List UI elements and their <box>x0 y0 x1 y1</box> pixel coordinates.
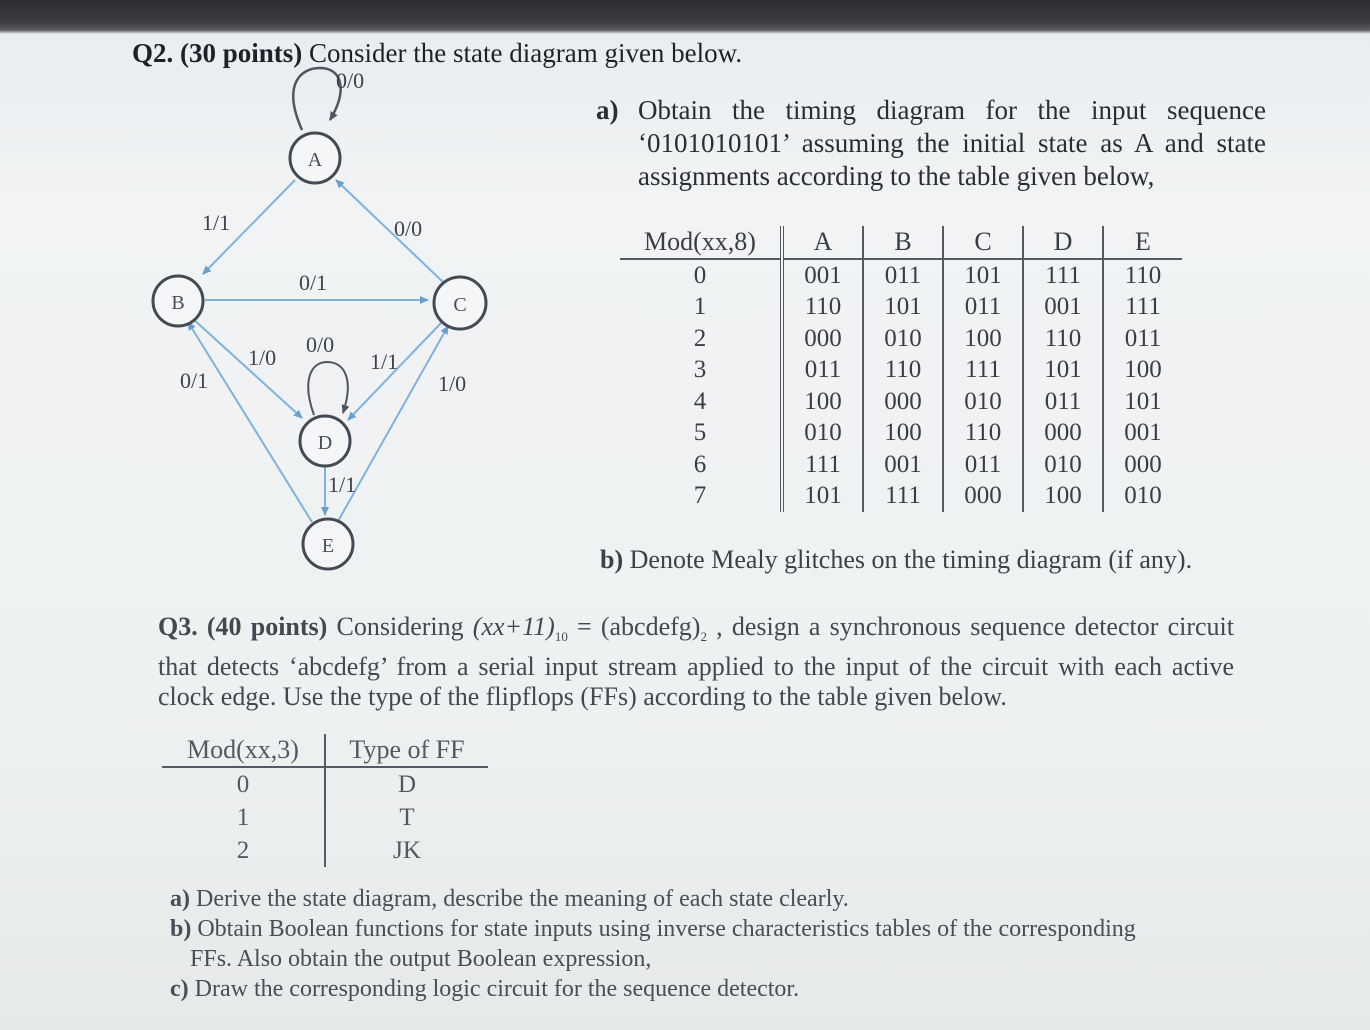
q3-ff-type-table <box>162 734 488 867</box>
table-cell: 2 <box>620 323 782 355</box>
q3-item-b-text: Obtain Boolean functions for state inputs using inverse characteristics tables of the corresponding <box>197 916 1136 942</box>
table-cell: 0 <box>162 767 325 801</box>
label-e-to-c: 1/0 <box>438 371 467 396</box>
label-d-to-e: 1/1 <box>328 472 357 497</box>
table-cell: 011 <box>943 449 1023 481</box>
list-item <box>170 974 1240 1004</box>
table-cell: D <box>397 770 417 798</box>
q2-part-a <box>596 94 1266 193</box>
table-row <box>620 292 1182 324</box>
q3-item-c-label: c) <box>170 976 189 1002</box>
state-diagram <box>130 60 510 580</box>
q2-part-a-text: Obtain the timing diagram for the input sequence ‘0101010101’ assuming the initial state as A and state assignments according to the table given below, <box>638 95 1266 191</box>
table-cell: 001 <box>782 259 863 292</box>
table-cell: 010 <box>1124 482 1162 510</box>
table-cell: 011 <box>1124 324 1162 352</box>
table-cell: 101 <box>782 481 863 513</box>
q2-part-b-text: Denote Mealy glitches on the timing diagram (if any). <box>629 545 1193 574</box>
table-cell: 5 <box>620 418 782 450</box>
state-b-label: B <box>171 292 185 314</box>
table-cell: 000 <box>1124 450 1162 478</box>
table-cell: 110 <box>782 292 863 324</box>
table-header-row <box>162 734 488 767</box>
table-cell: 100 <box>863 418 943 450</box>
label-b-to-c: 0/1 <box>299 270 328 295</box>
table-cell: 011 <box>863 259 943 292</box>
q3-sub-right: 2 <box>700 629 707 645</box>
table-cell: 1 <box>620 292 782 324</box>
table-header: D <box>1023 226 1103 259</box>
table-row <box>162 834 488 867</box>
table-cell: 110 <box>1124 261 1162 289</box>
q3-item-c-text: Draw the corresponding logic circuit for the sequence detector. <box>194 976 800 1002</box>
table-cell: 111 <box>943 355 1023 387</box>
table-cell: 2 <box>162 834 325 867</box>
state-e-label: E <box>321 535 335 557</box>
table-cell: 111 <box>782 449 863 481</box>
table-cell: 010 <box>782 418 863 450</box>
q2-part-a-label: a) <box>596 95 619 125</box>
table-cell: 010 <box>1023 449 1103 481</box>
state-a <box>290 133 340 183</box>
q3-statement <box>158 612 1234 712</box>
table-cell: 111 <box>863 481 943 513</box>
table-row <box>162 767 488 801</box>
state-c <box>434 277 486 329</box>
q2-state-assignment-table <box>620 226 1182 512</box>
state-b <box>153 276 203 326</box>
q3-expr-left: (xx+11) <box>472 612 555 641</box>
table-cell: 000 <box>1023 418 1103 450</box>
table-cell: 011 <box>1023 386 1103 418</box>
table-cell: 6 <box>620 449 782 481</box>
edge-b-to-d <box>192 318 302 418</box>
q3-text-before: Considering <box>327 612 473 641</box>
state-d <box>300 416 350 466</box>
q3-expr-eq: = <box>567 612 601 641</box>
list-item <box>170 884 1240 914</box>
table-cell: 000 <box>943 481 1023 513</box>
table-cell: 0 <box>620 259 782 292</box>
table-header: A <box>782 226 863 259</box>
q2-label: Q2. (30 points) <box>132 38 303 68</box>
table-cell: 010 <box>943 386 1023 418</box>
state-e <box>303 519 353 569</box>
label-c-to-a: 0/0 <box>394 216 423 241</box>
edge-d-self-loop <box>308 362 348 415</box>
table-row <box>620 355 1182 387</box>
table-cell: 101 <box>1124 387 1162 415</box>
table-header: Type of FF <box>325 734 488 767</box>
q3-item-a-label: a) <box>170 886 190 912</box>
label-c-to-d: 1/1 <box>370 349 399 374</box>
table-row <box>620 449 1182 481</box>
list-item-continuation: FFs. Also obtain the output Boolean expression, <box>190 946 652 972</box>
table-cell: 100 <box>1023 481 1103 513</box>
state-d-label: D <box>317 432 333 454</box>
table-cell: 101 <box>863 292 943 324</box>
table-cell: 110 <box>1023 323 1103 355</box>
table-cell: 110 <box>943 418 1023 450</box>
state-a-label: A <box>307 149 323 171</box>
q3-item-b-label: b) <box>170 916 192 942</box>
table-cell: 1 <box>162 801 325 834</box>
label-a-to-b: 1/1 <box>202 210 231 235</box>
table-cell: JK <box>393 836 421 864</box>
state-c-label: C <box>453 294 467 316</box>
table-cell: 011 <box>943 292 1023 324</box>
table-cell: 3 <box>620 355 782 387</box>
table-row <box>620 259 1182 292</box>
table-header: Mod(xx,3) <box>162 734 325 767</box>
q3-task-list <box>170 884 1240 1004</box>
table-cell: 100 <box>943 323 1023 355</box>
table-cell: T <box>399 803 415 831</box>
table-cell: 001 <box>1124 419 1162 447</box>
edge-c-to-a <box>336 180 443 282</box>
table-header: B <box>863 226 943 259</box>
edge-a-self-loop <box>293 68 340 130</box>
table-row <box>162 801 488 834</box>
table-cell: 110 <box>863 355 943 387</box>
table-cell: 001 <box>1023 292 1103 324</box>
q2-part-b-label: b) <box>600 545 624 574</box>
table-cell: 111 <box>1023 259 1103 292</box>
list-item <box>170 914 1240 944</box>
table-cell: 000 <box>863 386 943 418</box>
q2-part-b <box>600 545 1192 575</box>
q3-sub-left: 10 <box>554 629 568 645</box>
table-row <box>620 418 1182 450</box>
label-e-to-b: 0/1 <box>180 368 209 393</box>
q3-item-a-text: Derive the state diagram, describe the meaning of each state clearly. <box>196 886 849 912</box>
q3-label: Q3. (40 points) <box>158 612 328 641</box>
table-cell: 7 <box>620 481 782 513</box>
table-header: Mod(xx,8) <box>620 226 782 259</box>
q3-text-after: , design a synchronous sequence detector circuit that detects ‘abcdefg’ from a serial input stream applied to the input of the circuit with each active clock edge. Use the type of the flipflops (FFs) according to the table given below. <box>158 612 1234 712</box>
table-cell: 011 <box>782 355 863 387</box>
label-a-self: 0/0 <box>336 68 365 93</box>
table-header: E <box>1103 226 1182 259</box>
table-cell: 111 <box>1125 293 1161 321</box>
table-cell: 100 <box>1124 356 1162 384</box>
table-cell: 4 <box>620 386 782 418</box>
table-header-row <box>620 226 1182 259</box>
q3-expr-right: (abcdefg) <box>600 612 701 641</box>
table-cell: 001 <box>863 449 943 481</box>
table-cell: 101 <box>1023 355 1103 387</box>
label-d-self: 0/0 <box>306 332 335 357</box>
table-cell: 100 <box>782 386 863 418</box>
label-b-to-d: 1/0 <box>248 345 277 370</box>
table-row <box>620 481 1182 513</box>
table-cell: 010 <box>863 323 943 355</box>
table-cell: 000 <box>782 323 863 355</box>
table-row <box>620 323 1182 355</box>
q2-title-text: Consider the state diagram given below. <box>302 38 743 68</box>
table-cell: 101 <box>943 259 1023 292</box>
table-row <box>620 386 1182 418</box>
table-header: C <box>943 226 1023 259</box>
